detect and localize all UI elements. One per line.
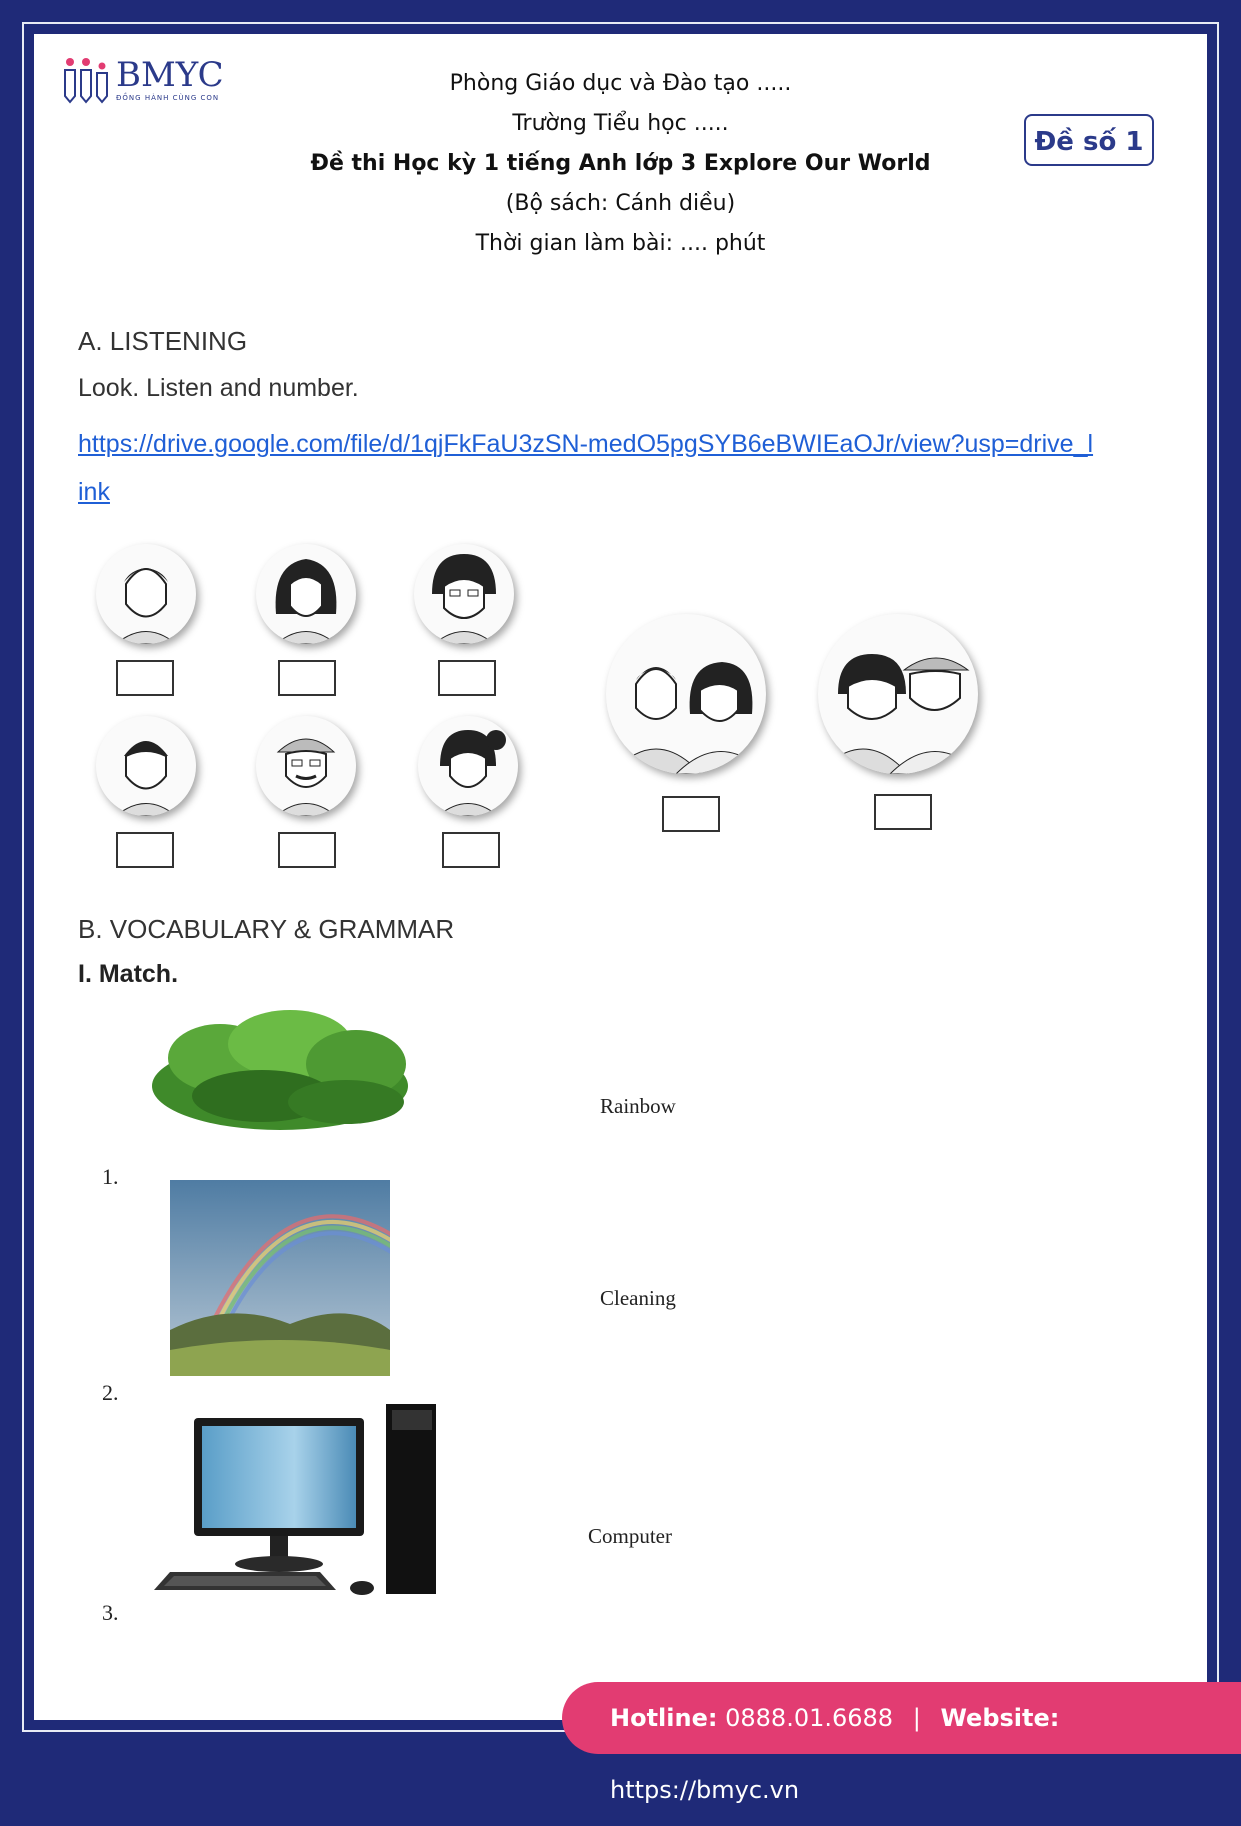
contact-footer [562, 1682, 1241, 1804]
face-mother [256, 544, 356, 644]
item-number: 2. [102, 1380, 119, 1405]
answer-box[interactable] [438, 660, 496, 696]
picture-parents [606, 614, 766, 774]
logo-brand-text: BMYC [116, 55, 224, 95]
listening-instruction: Look. Listen and number. [78, 374, 359, 402]
rainbow-picture [170, 1180, 390, 1376]
item-number: 1. [102, 1164, 119, 1189]
header-school: Trường Tiểu học ..... [512, 111, 729, 136]
website-url[interactable]: https://bmyc.vn [610, 1776, 800, 1804]
answer-box[interactable] [442, 832, 500, 868]
face-boy [96, 716, 196, 816]
logo-tagline: ĐỒNG HÀNH CÙNG CON [116, 94, 220, 102]
footer-separator: | [912, 1704, 921, 1732]
face-grandmother [414, 544, 514, 644]
answer-box[interactable] [874, 794, 932, 830]
audio-link[interactable]: https://drive.google.com/file/d/1qjFkFaU3zSN-medO5pgSYB6eBWIEaOJr/view?usp=drive_link [78, 430, 1094, 506]
answer-box[interactable] [116, 832, 174, 868]
match-word: Computer [588, 1524, 672, 1548]
picture-grandparents [818, 614, 978, 774]
section-vocabulary-title: B. VOCABULARY & GRAMMAR [78, 914, 455, 944]
exam-title: Đề thi Học kỳ 1 tiếng Anh lớp 3 Explore Our World [310, 151, 931, 176]
hotline-number[interactable]: 0888.01.6688 [725, 1704, 894, 1732]
answer-box[interactable] [116, 660, 174, 696]
hotline-label: Hotline: [610, 1704, 718, 1732]
match-word: Cleaning [600, 1286, 676, 1310]
header-time-limit: Thời gian làm bài: .... phút [475, 231, 766, 256]
face-father [96, 544, 196, 644]
section-listening-title: A. LISTENING [78, 326, 248, 356]
match-instruction: I. Match. [78, 960, 179, 988]
answer-box[interactable] [278, 660, 336, 696]
answer-box[interactable] [278, 832, 336, 868]
bush-picture [150, 1006, 412, 1136]
website-label: Website: [940, 1704, 1060, 1732]
computer-picture [140, 1396, 440, 1602]
face-girl [418, 716, 518, 816]
exam-number-badge: Đề số 1 [1024, 114, 1154, 166]
header-book-series: (Bộ sách: Cánh diều) [505, 191, 736, 216]
answer-box[interactable] [662, 796, 720, 832]
face-grandfather [256, 716, 356, 816]
header-department: Phòng Giáo dục và Đào tạo ..... [449, 71, 792, 96]
item-number: 3. [102, 1600, 119, 1625]
document-page [34, 34, 1207, 1720]
match-word: Rainbow [600, 1094, 676, 1118]
